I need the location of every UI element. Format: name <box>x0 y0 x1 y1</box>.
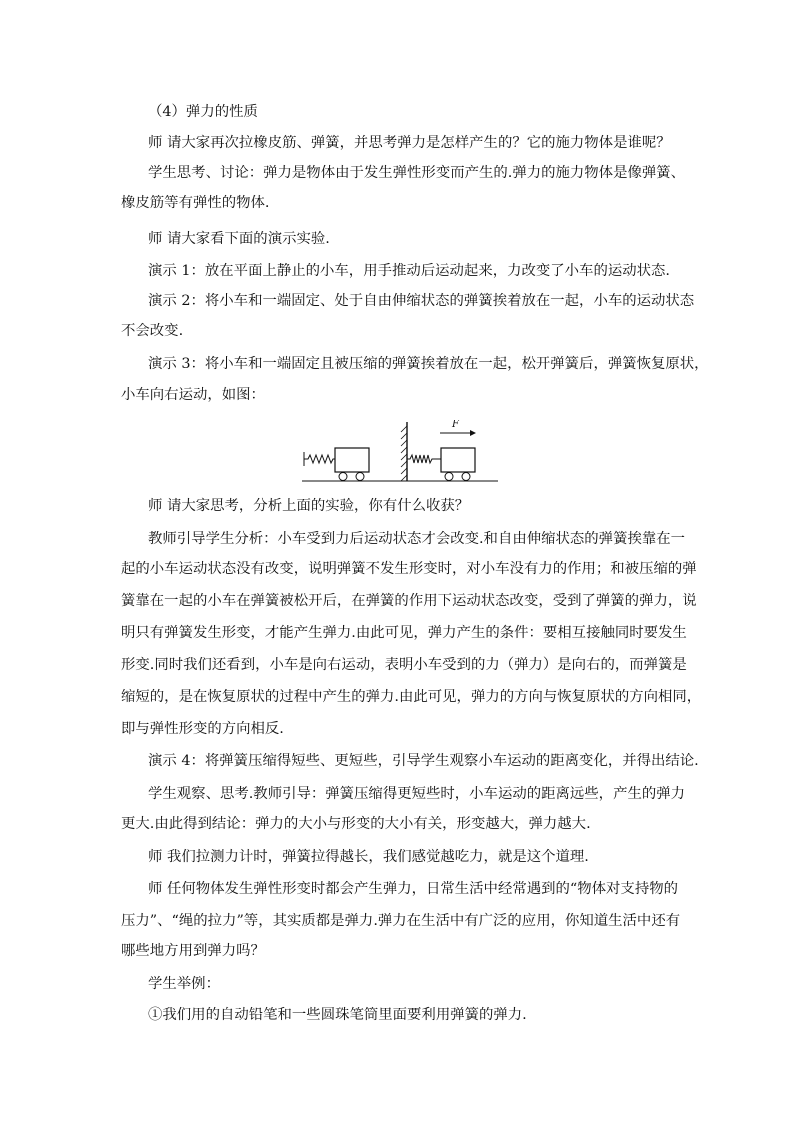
text-line: 师 请大家再次拉橡皮筋、弹簧，并思考弹力是怎样产生的？它的施力物体是谁呢？ <box>148 135 671 151</box>
text-line: 学生观察、思考.教师引导：弹簧压缩得更短些时，小车运动的距离远些，产生的弹力 <box>148 786 686 802</box>
text-line: 簧靠在一起的小车在弹簧被松开后，在弹簧的作用下运动状态改变，受到了弹簧的弹力，说 <box>121 593 697 609</box>
spring-cart-diagram <box>300 420 500 486</box>
left-cart-wheel <box>356 473 364 481</box>
text-line: 教师引导学生分析：小车受到力后运动状态才会改变.和自由伸缩状态的弹簧挨靠在一 <box>148 531 686 547</box>
text-line: 演示 1：放在平面上静止的小车，用手推动后运动起来，力改变了小车的运动状态. <box>148 263 670 279</box>
force-arrow-head <box>470 430 476 436</box>
text-line: 学生思考、讨论：弹力是物体由于发生弹性形变而产生的.弹力的施力物体是像弹簧、 <box>148 165 686 181</box>
text-line: 师 请大家思考，分析上面的实验，你有什么收获？ <box>148 498 470 514</box>
text-line: 即与弹性形变的方向相反. <box>121 721 284 737</box>
right-cart-wheel <box>462 473 470 481</box>
text-line: 演示 3：将小车和一端固定且被压缩的弹簧挨着放在一起，松开弹簧后，弹簧恢复原状， <box>148 356 709 372</box>
text-line: 师 任何物体发生弹性形变时都会产生弹力，日常生活中经常遇到的“物体对支持物的 <box>148 881 678 897</box>
text-line: 不会改变. <box>121 323 184 339</box>
text-line: ①我们用的自动铅笔和一些圆珠笔筒里面要利用弹簧的弹力. <box>148 1007 527 1023</box>
text-line: 明只有弹簧发生形变，才能产生弹力.由此可见，弹力产生的条件：要相互接触同时要发生 <box>121 625 687 641</box>
text-line: 形变.同时我们还看到，小车是向右运动，表明小车受到的力（弹力）是向右的，而弹簧是 <box>121 657 687 673</box>
right-spring <box>407 455 441 463</box>
text-line: 演示 2：将小车和一端固定、处于自由伸缩状态的弹簧挨着放在一起，小车的运动状态 <box>148 293 695 309</box>
section-heading: （4）弹力的性质 <box>148 104 258 120</box>
text-line: 起的小车运动状态没有改变，说明弹簧不发生形变时，对小车没有力的作用；和被压缩的弹 <box>121 561 697 577</box>
right-cart-wheel <box>445 473 453 481</box>
text-line: 更大.由此得到结论：弹力的大小与形变的大小有关，形变越大，弹力越大. <box>121 816 591 832</box>
text-line: 压力”、“绳的拉力”等，其实质都是弹力.弹力在生活中有广泛的应用，你知道生活中还有 <box>121 913 681 929</box>
text-line: 小车向右运动，如图： <box>121 387 265 403</box>
left-cart-body <box>335 448 369 472</box>
right-cart-body <box>441 448 475 472</box>
text-line: 哪些地方用到弹力吗？ <box>121 943 265 959</box>
left-cart-wheel <box>339 473 347 481</box>
force-label: F <box>452 420 459 430</box>
text-line: 学生举例： <box>148 976 220 992</box>
text-line: 缩短的，是在恢复原状的过程中产生的弹力.由此可见，弹力的方向与恢复原状的方向相同， <box>121 689 702 705</box>
wall-hatching <box>401 426 407 481</box>
text-line: 演示 4：将弹簧压缩得短些、更短些，引导学生观察小车运动的距离变化，并得出结论. <box>148 753 699 769</box>
left-spring <box>304 455 335 463</box>
text-line: 师 我们拉测力计时，弹簧拉得越长，我们感觉越吃力，就是这个道理. <box>148 849 589 865</box>
text-line: 橡皮筋等有弹性的物体. <box>121 195 270 211</box>
text-line: 师 请大家看下面的演示实验. <box>148 231 330 247</box>
